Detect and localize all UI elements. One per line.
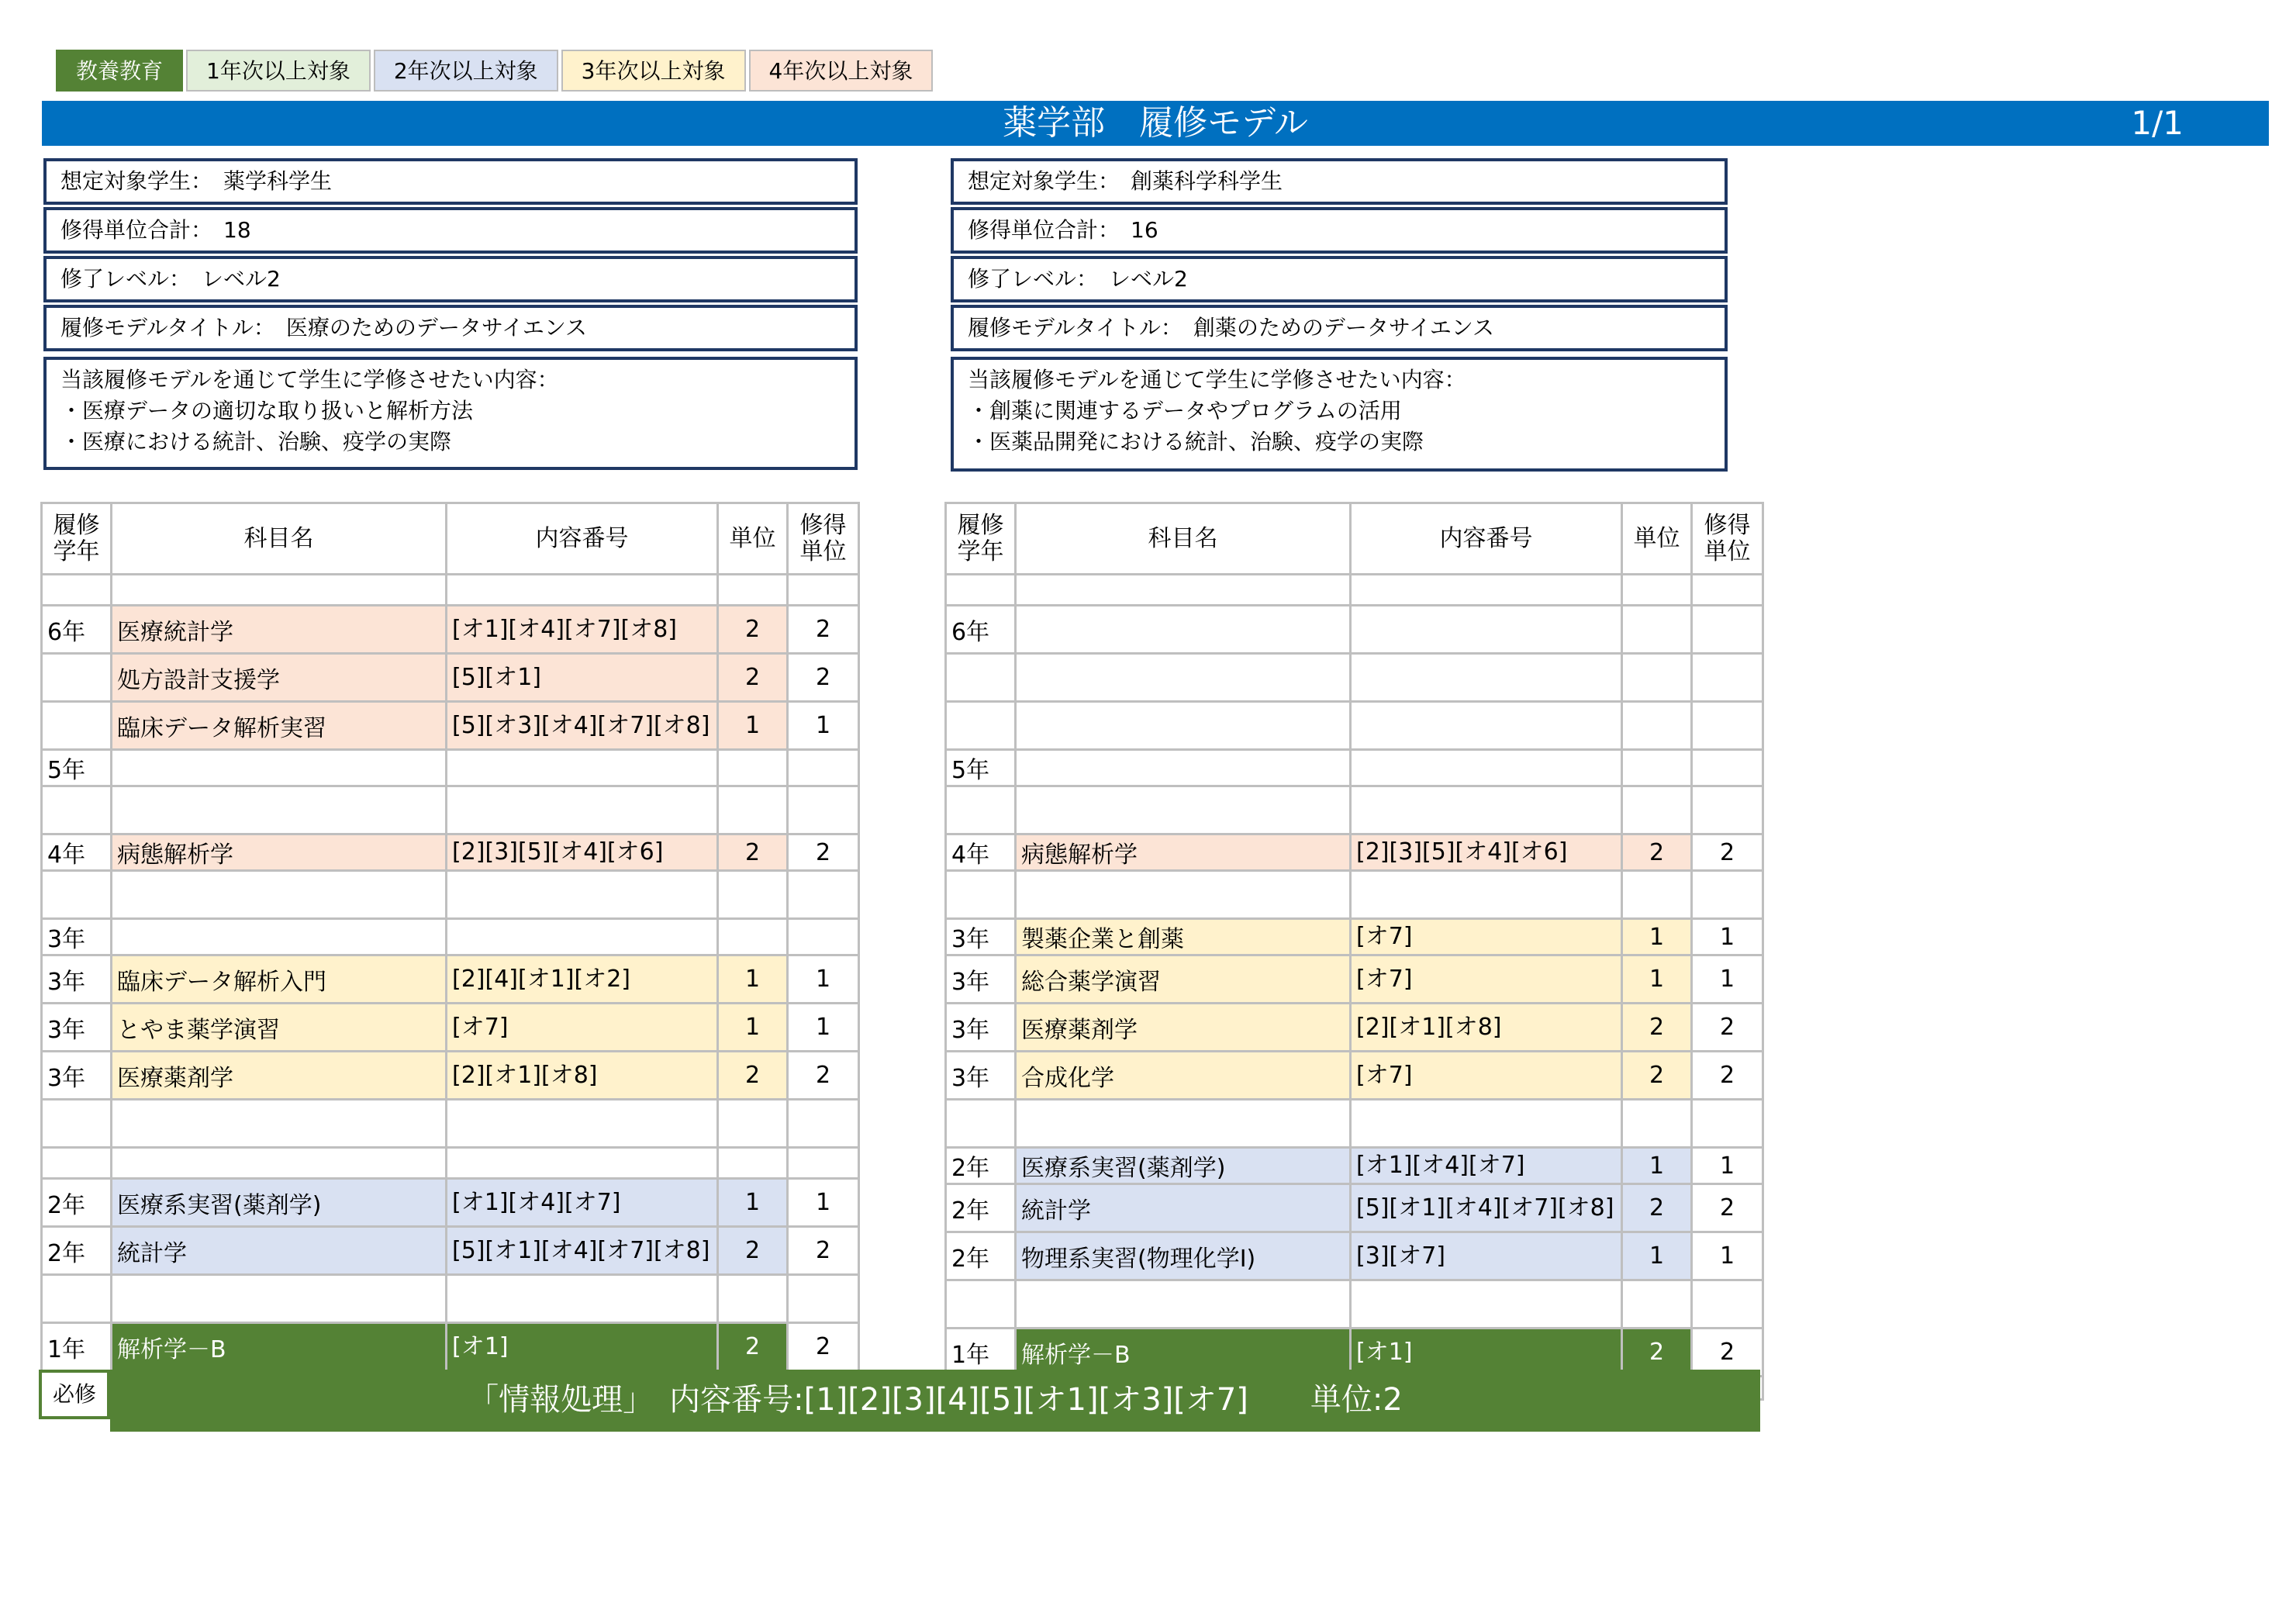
cell-units: 2 xyxy=(718,1323,788,1371)
table-header-row xyxy=(946,503,1763,575)
cell-year: 3年 xyxy=(946,919,1016,955)
cell-year xyxy=(42,871,112,919)
cell-units xyxy=(1622,606,1692,654)
content-line: 当該履修モデルを通じて学生に学修させたい内容： xyxy=(60,367,559,392)
cell-subject: 合成化学 xyxy=(1016,1052,1351,1100)
cell-code: [オ1] xyxy=(447,1323,718,1371)
page-title: 薬学部 履修モデル xyxy=(1003,103,1308,143)
cell-subject xyxy=(1016,1100,1351,1148)
learning-content-2 xyxy=(951,357,1728,472)
header-earned: 修得単位 xyxy=(788,503,859,575)
table-row xyxy=(42,1179,859,1227)
table-row xyxy=(946,750,1763,786)
content-line: ・創薬に関連するデータやプログラムの活用 xyxy=(968,398,1402,423)
table-row xyxy=(946,1232,1763,1280)
cell-year xyxy=(42,702,112,750)
cell-earned xyxy=(1692,750,1763,786)
cell-code: [オ7] xyxy=(1351,955,1622,1004)
cell-year xyxy=(946,1100,1016,1148)
cell-units: 1 xyxy=(718,1004,788,1052)
cell-units: 1 xyxy=(718,1179,788,1227)
cell-subject: 臨床データ解析実習 xyxy=(112,702,447,750)
cell-earned xyxy=(788,786,859,834)
legend xyxy=(56,50,936,92)
cell-subject: 総合薬学演習 xyxy=(1016,955,1351,1004)
cell-units: 2 xyxy=(1622,1329,1692,1377)
cell-code xyxy=(447,1275,718,1323)
cell-subject xyxy=(1016,702,1351,750)
cell-units xyxy=(1622,702,1692,750)
cell-code xyxy=(447,575,718,606)
cell-units xyxy=(1622,786,1692,834)
content-line: ・医薬品開発における統計、治験、疫学の実際 xyxy=(968,429,1424,454)
table-row xyxy=(42,1004,859,1052)
table-row xyxy=(42,606,859,654)
cell-code xyxy=(1351,606,1622,654)
cell-year: 2年 xyxy=(946,1148,1016,1184)
legend-item: 2年次以上対象 xyxy=(374,50,558,92)
cell-subject: 病態解析学 xyxy=(1016,834,1351,871)
cell-units: 1 xyxy=(1622,955,1692,1004)
cell-earned xyxy=(788,575,859,606)
learning-content-1 xyxy=(43,357,858,470)
cell-year: 3年 xyxy=(946,1052,1016,1100)
cell-year: 3年 xyxy=(946,1004,1016,1052)
cell-units: 2 xyxy=(718,834,788,871)
cell-code xyxy=(1351,1280,1622,1329)
cell-code: [5][オ1][オ4][オ7][オ8] xyxy=(1351,1184,1622,1232)
cell-code: [3][オ7] xyxy=(1351,1232,1622,1280)
cell-year xyxy=(42,575,112,606)
cell-subject xyxy=(1016,1280,1351,1329)
cell-units: 2 xyxy=(1622,1184,1692,1232)
cell-earned xyxy=(788,1148,859,1179)
cell-subject xyxy=(112,1148,447,1179)
cell-code xyxy=(1351,654,1622,702)
cell-subject xyxy=(1016,786,1351,834)
cell-earned xyxy=(1692,1100,1763,1148)
cell-code: [2][オ1][オ8] xyxy=(1351,1004,1622,1052)
cell-subject: 解析学－B xyxy=(112,1323,447,1371)
cell-units: 2 xyxy=(1622,1052,1692,1100)
level-1: 修了レベル： レベル2 xyxy=(43,256,858,302)
cell-code xyxy=(1351,871,1622,919)
cell-code: [2][3][5][オ4][オ6] xyxy=(447,834,718,871)
table-row xyxy=(42,575,859,606)
cell-year xyxy=(946,786,1016,834)
cell-units: 1 xyxy=(1622,1232,1692,1280)
credits-total-2: 修得単位合計： 16 xyxy=(951,207,1728,254)
cell-year xyxy=(42,654,112,702)
cell-subject: 処方設計支援学 xyxy=(112,654,447,702)
cell-code: [2][4][オ1][オ2] xyxy=(447,955,718,1004)
table-row xyxy=(946,786,1763,834)
cell-year: 4年 xyxy=(42,834,112,871)
cell-earned: 2 xyxy=(1692,1329,1763,1377)
cell-earned: 2 xyxy=(788,1227,859,1275)
cell-earned: 2 xyxy=(788,1323,859,1371)
cell-code: [オ1] xyxy=(1351,1329,1622,1377)
cell-earned: 2 xyxy=(1692,1184,1763,1232)
content-line: ・医療における統計、治験、疫学の実際 xyxy=(60,429,452,454)
cell-earned: 2 xyxy=(1692,1052,1763,1100)
cell-year: 1年 xyxy=(946,1329,1016,1377)
cell-subject xyxy=(1016,871,1351,919)
cell-year xyxy=(42,1148,112,1179)
table-row xyxy=(946,1100,1763,1148)
table-row xyxy=(42,834,859,871)
cell-year xyxy=(42,1275,112,1323)
cell-earned xyxy=(1692,654,1763,702)
cell-subject: 臨床データ解析入門 xyxy=(112,955,447,1004)
cell-subject xyxy=(1016,750,1351,786)
cell-code xyxy=(1351,575,1622,606)
cell-year: 3年 xyxy=(42,1052,112,1100)
cell-subject xyxy=(112,1100,447,1148)
table-row xyxy=(946,606,1763,654)
cell-subject: 医療薬剤学 xyxy=(112,1052,447,1100)
cell-earned: 2 xyxy=(1692,834,1763,871)
legend-item: 4年次以上対象 xyxy=(749,50,934,92)
cell-units xyxy=(718,871,788,919)
cell-subject xyxy=(112,786,447,834)
cell-code: [2][3][5][オ4][オ6] xyxy=(1351,834,1622,871)
cell-code xyxy=(447,1100,718,1148)
cell-subject xyxy=(112,871,447,919)
cell-units xyxy=(1622,575,1692,606)
cell-code xyxy=(1351,702,1622,750)
table-row xyxy=(42,955,859,1004)
cell-earned: 2 xyxy=(788,654,859,702)
cell-year: 2年 xyxy=(946,1232,1016,1280)
cell-year: 3年 xyxy=(946,955,1016,1004)
cell-units: 1 xyxy=(718,955,788,1004)
cell-year: 2年 xyxy=(42,1227,112,1275)
cell-year: 2年 xyxy=(946,1184,1016,1232)
table-row xyxy=(42,1275,859,1323)
cell-year: 6年 xyxy=(946,606,1016,654)
table-row xyxy=(42,1052,859,1100)
table-row xyxy=(946,1004,1763,1052)
cell-year: 5年 xyxy=(42,750,112,786)
cell-code: [オ7] xyxy=(447,1004,718,1052)
credits-total-1: 修得単位合計： 18 xyxy=(43,207,858,254)
cell-year: 1年 xyxy=(42,1323,112,1371)
cell-earned: 1 xyxy=(788,955,859,1004)
header-code: 内容番号 xyxy=(1351,503,1622,575)
table-row xyxy=(946,1280,1763,1329)
target-students-1: 想定対象学生： 薬学科学生 xyxy=(43,158,858,205)
cell-units xyxy=(718,575,788,606)
cell-units xyxy=(718,750,788,786)
course-table-1 xyxy=(40,502,860,1395)
cell-units xyxy=(1622,750,1692,786)
cell-code: [オ1][オ4][オ7] xyxy=(447,1179,718,1227)
table-header-row xyxy=(42,503,859,575)
cell-earned xyxy=(1692,575,1763,606)
table-row xyxy=(946,575,1763,606)
cell-year: 6年 xyxy=(42,606,112,654)
model-title-2: 履修モデルタイトル： 創薬のためのデータサイエンス xyxy=(951,305,1728,351)
header-earned: 修得単位 xyxy=(1692,503,1763,575)
cell-year xyxy=(42,1100,112,1148)
cell-code xyxy=(447,919,718,955)
cell-year: 3年 xyxy=(42,1004,112,1052)
cell-earned xyxy=(788,1100,859,1148)
cell-units: 2 xyxy=(718,606,788,654)
cell-units: 1 xyxy=(1622,919,1692,955)
cell-code xyxy=(1351,750,1622,786)
cell-earned xyxy=(1692,786,1763,834)
table-row xyxy=(42,919,859,955)
cell-subject xyxy=(112,919,447,955)
table-row xyxy=(946,1148,1763,1184)
cell-code xyxy=(447,1148,718,1179)
cell-year xyxy=(946,702,1016,750)
table-row xyxy=(42,1100,859,1148)
cell-units: 2 xyxy=(718,1052,788,1100)
table-row xyxy=(42,1148,859,1179)
table-row xyxy=(946,654,1763,702)
cell-earned: 2 xyxy=(788,1052,859,1100)
cell-units xyxy=(718,1100,788,1148)
cell-units: 2 xyxy=(1622,1004,1692,1052)
cell-year xyxy=(946,654,1016,702)
cell-code xyxy=(447,786,718,834)
cell-code: [5][オ3][オ4][オ7][オ8] xyxy=(447,702,718,750)
cell-units: 2 xyxy=(1622,834,1692,871)
cell-units xyxy=(1622,1280,1692,1329)
cell-subject: 物理系実習(物理化学Ⅰ) xyxy=(1016,1232,1351,1280)
cell-earned xyxy=(1692,702,1763,750)
course-table-2 xyxy=(944,502,1764,1401)
cell-year: 5年 xyxy=(946,750,1016,786)
cell-subject xyxy=(1016,606,1351,654)
header-subject: 科目名 xyxy=(112,503,447,575)
cell-units xyxy=(1622,871,1692,919)
cell-units xyxy=(1622,1100,1692,1148)
cell-code: [2][オ1][オ8] xyxy=(447,1052,718,1100)
table-row xyxy=(946,702,1763,750)
cell-code xyxy=(447,871,718,919)
cell-earned xyxy=(788,871,859,919)
cell-units xyxy=(718,786,788,834)
cell-earned xyxy=(1692,1280,1763,1329)
required-course-bar: 「情報処理」 内容番号:[1][2][3][4][5][オ1][オ3][オ7] 単位:2 xyxy=(110,1370,1760,1432)
content-line: 当該履修モデルを通じて学生に学修させたい内容： xyxy=(968,367,1466,392)
title-bar xyxy=(42,101,2269,146)
cell-units xyxy=(1622,654,1692,702)
header-subject: 科目名 xyxy=(1016,503,1351,575)
cell-code: [5][オ1][オ4][オ7][オ8] xyxy=(447,1227,718,1275)
header-code: 内容番号 xyxy=(447,503,718,575)
table-row xyxy=(42,750,859,786)
cell-year: 4年 xyxy=(946,834,1016,871)
table-row xyxy=(42,1227,859,1275)
header-units: 単位 xyxy=(1622,503,1692,575)
cell-earned: 1 xyxy=(1692,1232,1763,1280)
legend-item: 教養教育 xyxy=(56,50,183,92)
cell-subject: 医療統計学 xyxy=(112,606,447,654)
cell-year: 3年 xyxy=(42,919,112,955)
cell-code: [オ7] xyxy=(1351,1052,1622,1100)
table-row xyxy=(42,1323,859,1371)
cell-units xyxy=(718,919,788,955)
level-2: 修了レベル： レベル2 xyxy=(951,256,1728,302)
cell-earned xyxy=(788,1275,859,1323)
cell-subject: 医療薬剤学 xyxy=(1016,1004,1351,1052)
target-students-2: 想定対象学生： 創薬科学科学生 xyxy=(951,158,1728,205)
cell-units xyxy=(718,1148,788,1179)
cell-earned xyxy=(1692,606,1763,654)
table-row xyxy=(42,702,859,750)
cell-units: 1 xyxy=(1622,1148,1692,1184)
cell-earned xyxy=(788,750,859,786)
table-row xyxy=(946,919,1763,955)
cell-subject: 統計学 xyxy=(112,1227,447,1275)
cell-earned xyxy=(1692,871,1763,919)
cell-code xyxy=(447,750,718,786)
header-year: 履修学年 xyxy=(946,503,1016,575)
cell-earned: 1 xyxy=(788,1004,859,1052)
cell-code xyxy=(1351,786,1622,834)
cell-code: [オ1][オ4][オ7] xyxy=(1351,1148,1622,1184)
cell-subject: 製薬企業と創薬 xyxy=(1016,919,1351,955)
cell-earned: 2 xyxy=(788,606,859,654)
cell-units: 1 xyxy=(718,702,788,750)
cell-subject: 医療系実習(薬剤学) xyxy=(1016,1148,1351,1184)
cell-units: 2 xyxy=(718,654,788,702)
cell-earned: 1 xyxy=(788,1179,859,1227)
page-number: 1/1 xyxy=(2131,104,2184,142)
table-row xyxy=(946,955,1763,1004)
table-row xyxy=(946,1184,1763,1232)
cell-subject: 解析学－B xyxy=(1016,1329,1351,1377)
cell-earned: 1 xyxy=(1692,955,1763,1004)
table-row xyxy=(42,786,859,834)
table-row xyxy=(946,871,1763,919)
cell-year xyxy=(946,871,1016,919)
cell-subject xyxy=(1016,575,1351,606)
required-label: 必修 xyxy=(39,1370,110,1419)
cell-code: [オ7] xyxy=(1351,919,1622,955)
legend-item: 1年次以上対象 xyxy=(186,50,371,92)
table-row xyxy=(42,654,859,702)
cell-year: 3年 xyxy=(42,955,112,1004)
cell-subject xyxy=(1016,654,1351,702)
cell-year: 2年 xyxy=(42,1179,112,1227)
cell-earned xyxy=(788,919,859,955)
cell-subject xyxy=(112,750,447,786)
cell-year xyxy=(42,786,112,834)
cell-year xyxy=(946,1280,1016,1329)
cell-units: 2 xyxy=(718,1227,788,1275)
cell-earned: 2 xyxy=(1692,1004,1763,1052)
cell-subject: 医療系実習(薬剤学) xyxy=(112,1179,447,1227)
cell-earned: 1 xyxy=(788,702,859,750)
cell-subject xyxy=(112,1275,447,1323)
cell-units xyxy=(718,1275,788,1323)
cell-code: [5][オ1] xyxy=(447,654,718,702)
table-row xyxy=(946,1052,1763,1100)
table-row xyxy=(42,871,859,919)
cell-earned: 1 xyxy=(1692,919,1763,955)
cell-code xyxy=(1351,1100,1622,1148)
model-title-1: 履修モデルタイトル： 医療のためのデータサイエンス xyxy=(43,305,858,351)
header-units: 単位 xyxy=(718,503,788,575)
cell-subject: 統計学 xyxy=(1016,1184,1351,1232)
cell-earned: 2 xyxy=(788,834,859,871)
legend-item: 3年次以上対象 xyxy=(561,50,746,92)
cell-earned: 1 xyxy=(1692,1148,1763,1184)
cell-year xyxy=(946,575,1016,606)
cell-subject: とやま薬学演習 xyxy=(112,1004,447,1052)
content-line: ・医療データの適切な取り扱いと解析方法 xyxy=(60,398,474,423)
cell-subject: 病態解析学 xyxy=(112,834,447,871)
header-year: 履修学年 xyxy=(42,503,112,575)
cell-code: [オ1][オ4][オ7][オ8] xyxy=(447,606,718,654)
table-row xyxy=(946,834,1763,871)
cell-subject xyxy=(112,575,447,606)
